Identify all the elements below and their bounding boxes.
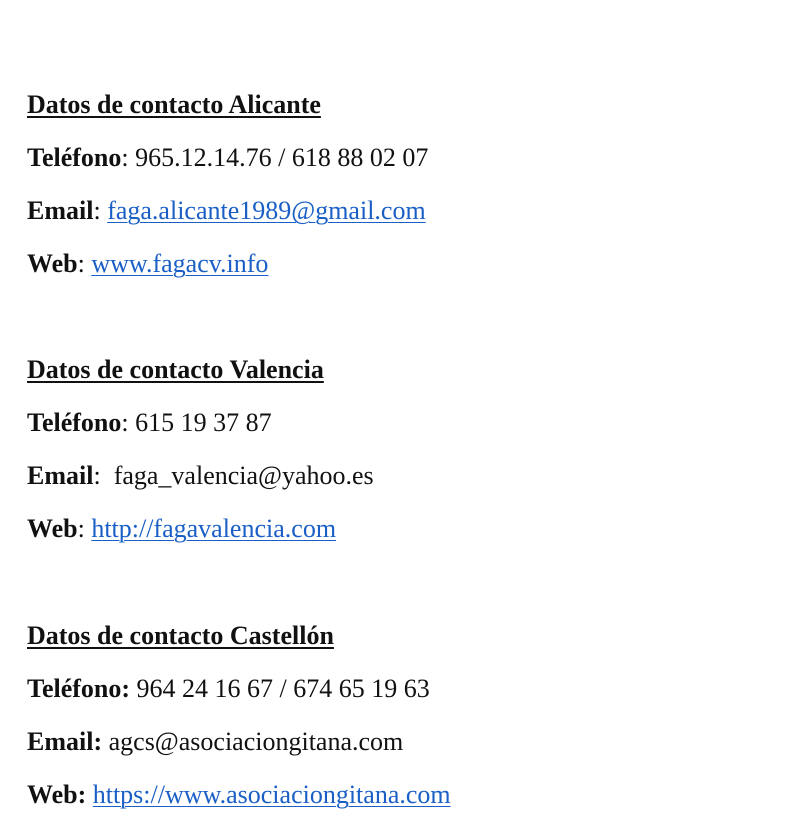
web-label: Web: [27,780,87,809]
phone-label: Teléfono: [27,674,131,703]
phone-value: 615 19 37 87 [135,408,272,437]
email-label: Email: [27,727,103,756]
section-heading-valencia: Datos de contacto Valencia [27,355,324,384]
web-row-valencia [27,514,336,544]
section-heading-castellon: Datos de contacto Castellón [27,621,334,650]
web-separator: : [77,514,92,543]
web-link-alicante[interactable]: www.fagacv.info [91,249,269,278]
email-label: Email [27,461,94,490]
web-separator: : [77,249,92,278]
web-link-valencia[interactable]: http://fagavalencia.com [91,514,337,543]
phone-row-valencia [27,408,272,438]
section-heading-alicante: Datos de contacto Alicante [27,90,321,119]
web-label: Web [27,249,78,278]
web-link-castellon[interactable]: https://www.asociaciongitana.com [92,780,451,809]
phone-value: 965.12.14.76 / 618 88 02 07 [135,143,429,172]
phone-separator: : [121,143,136,172]
phone-label: Teléfono [27,408,122,437]
web-row-alicante [27,249,268,279]
email-separator: : [93,461,114,490]
email-link-alicante[interactable]: faga.alicante1989@gmail.com [107,196,426,225]
phone-value: 964 24 16 67 / 674 65 19 63 [136,674,430,703]
email-row-castellon [27,727,403,757]
email-label: Email [27,196,94,225]
email-row-valencia [27,461,374,491]
phone-label: Teléfono [27,143,122,172]
email-row-alicante [27,196,426,226]
phone-row-castellon [27,674,430,704]
email-separator: : [93,196,108,225]
web-row-castellon [27,780,451,810]
web-label: Web [27,514,78,543]
phone-separator: : [121,408,136,437]
email-value-valencia: faga_valencia@yahoo.es [113,461,374,490]
phone-row-alicante [27,143,428,173]
email-value-castellon: agcs@asociaciongitana.com [108,727,404,756]
